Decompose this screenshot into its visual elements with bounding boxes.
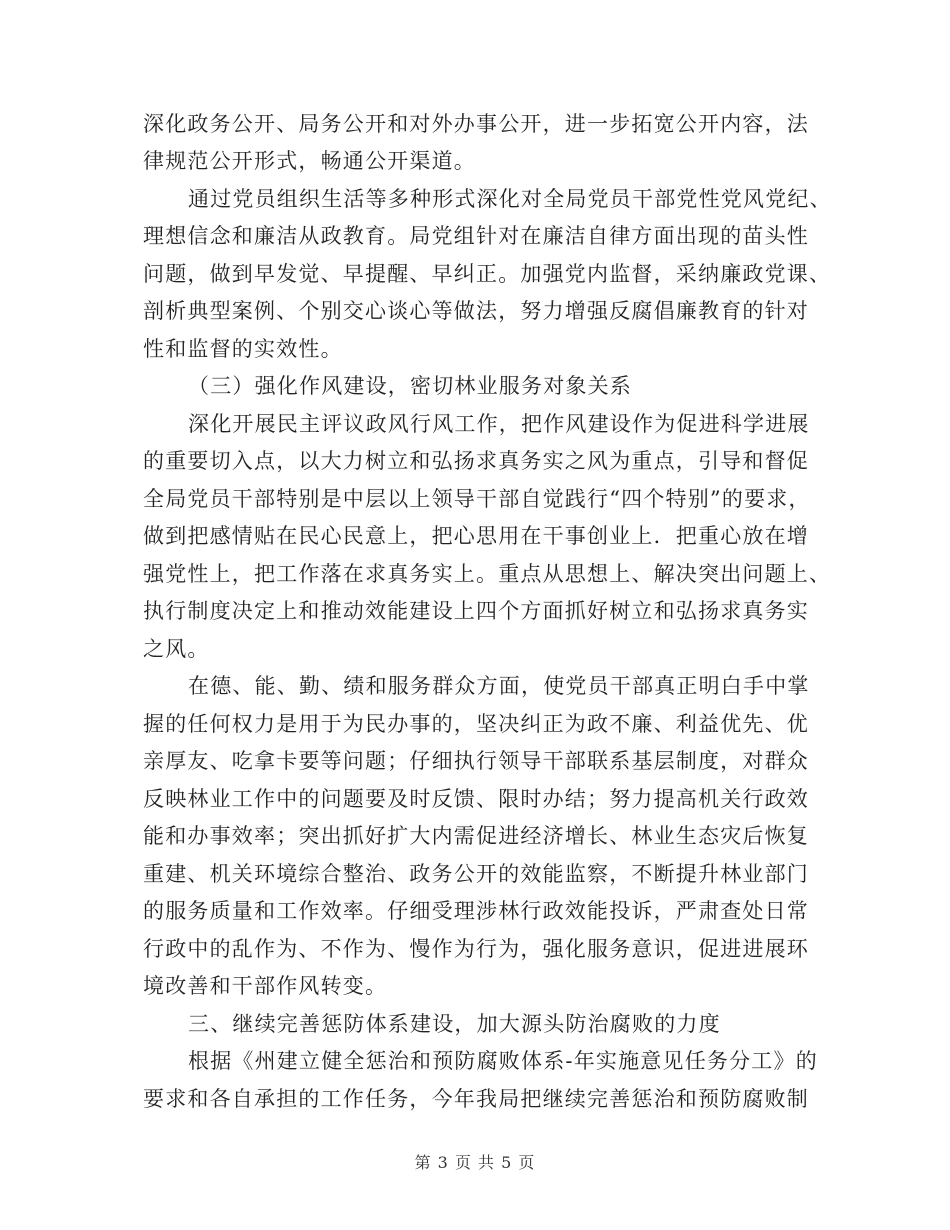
text-line: 剖析典型案例、个别交心谈心等做法，努力增强反腐倡廉教育的针对 <box>143 299 809 323</box>
text-line: 反映林业工作中的问题要及时反馈、限时办结；努力提高机关行政效 <box>143 787 809 811</box>
text-line: 强党性上，把工作落在求真务实上。重点从思想上、解决突出问题上、 <box>143 562 832 586</box>
text-line: 做到把感情贴在民心民意上，把心思用在干事创业上．把重心放在增 <box>143 524 809 548</box>
text-line: 深化政务公开、局务公开和对外办事公开，进一步拓宽公开内容，法 <box>143 112 809 136</box>
text-line: 根据《州建立健全惩治和预防腐败体系-年实施意见任务分工》的 <box>188 1049 818 1073</box>
section-heading: 三、继续完善惩防体系建设，加大源头防治腐败的力度 <box>188 1012 721 1036</box>
text-line: 握的任何权力是用于为民办事的，坚决纠正为政不廉、利益优先、优 <box>143 712 809 736</box>
text-line: 境改善和干部作风转变。 <box>143 974 388 998</box>
text-line: 的重要切入点，以大力树立和弘扬求真务实之风为重点，引导和督促 <box>143 449 809 473</box>
text-line: 在德、能、勤、绩和服务群众方面，使党员干部真正明白手中掌 <box>188 674 810 698</box>
section-heading: （三）强化作风建设，密切林业服务对象关系 <box>188 374 632 398</box>
text-line: 通过党员组织生活等多种形式深化对全局党员干部党性党风党纪、 <box>188 187 832 211</box>
text-line: 律规范公开形式，畅通公开渠道。 <box>143 149 476 173</box>
text-line: 能和办事效率；突出抓好扩大内需促进经济增长、林业生态灾后恢复 <box>143 824 809 848</box>
text-line: 理想信念和廉洁从政教育。局党组针对在廉洁自律方面出现的苗头性 <box>143 224 809 248</box>
text-line: 行政中的乱作为、不作为、慢作为行为，强化服务意识，促进进展环 <box>143 937 809 961</box>
text-line: 问题，做到早发觉、早提醒、早纠正。加强党内监督，采纳廉政党课、 <box>143 262 832 286</box>
text-line: 的服务质量和工作效率。仔细受理涉林行政效能投诉，严肃查处日常 <box>143 899 809 923</box>
page-number-footer: 第 3 页 共 5 页 <box>414 1153 536 1172</box>
text-line: 深化开展民主评议政风行风工作，把作风建设作为促进科学进展 <box>188 412 810 436</box>
text-line: 性和监督的实效性。 <box>143 337 343 361</box>
text-line: 执行制度决定上和推动效能建设上四个方面抓好树立和弘扬求真务实 <box>143 599 809 623</box>
text-line: 重建、机关环境综合整治、政务公开的效能监察，不断提升林业部门 <box>143 862 809 886</box>
text-line: 全局党员干部特别是中层以上领导干部自觉践行“四个特别”的要求， <box>143 487 811 511</box>
text-line: 之风。 <box>143 637 210 661</box>
text-line: 亲厚友、吃拿卡要等问题；仔细执行领导干部联系基层制度，对群众 <box>143 749 809 773</box>
text-line: 要求和各自承担的工作任务，今年我局把继续完善惩治和预防腐败制 <box>143 1087 809 1111</box>
